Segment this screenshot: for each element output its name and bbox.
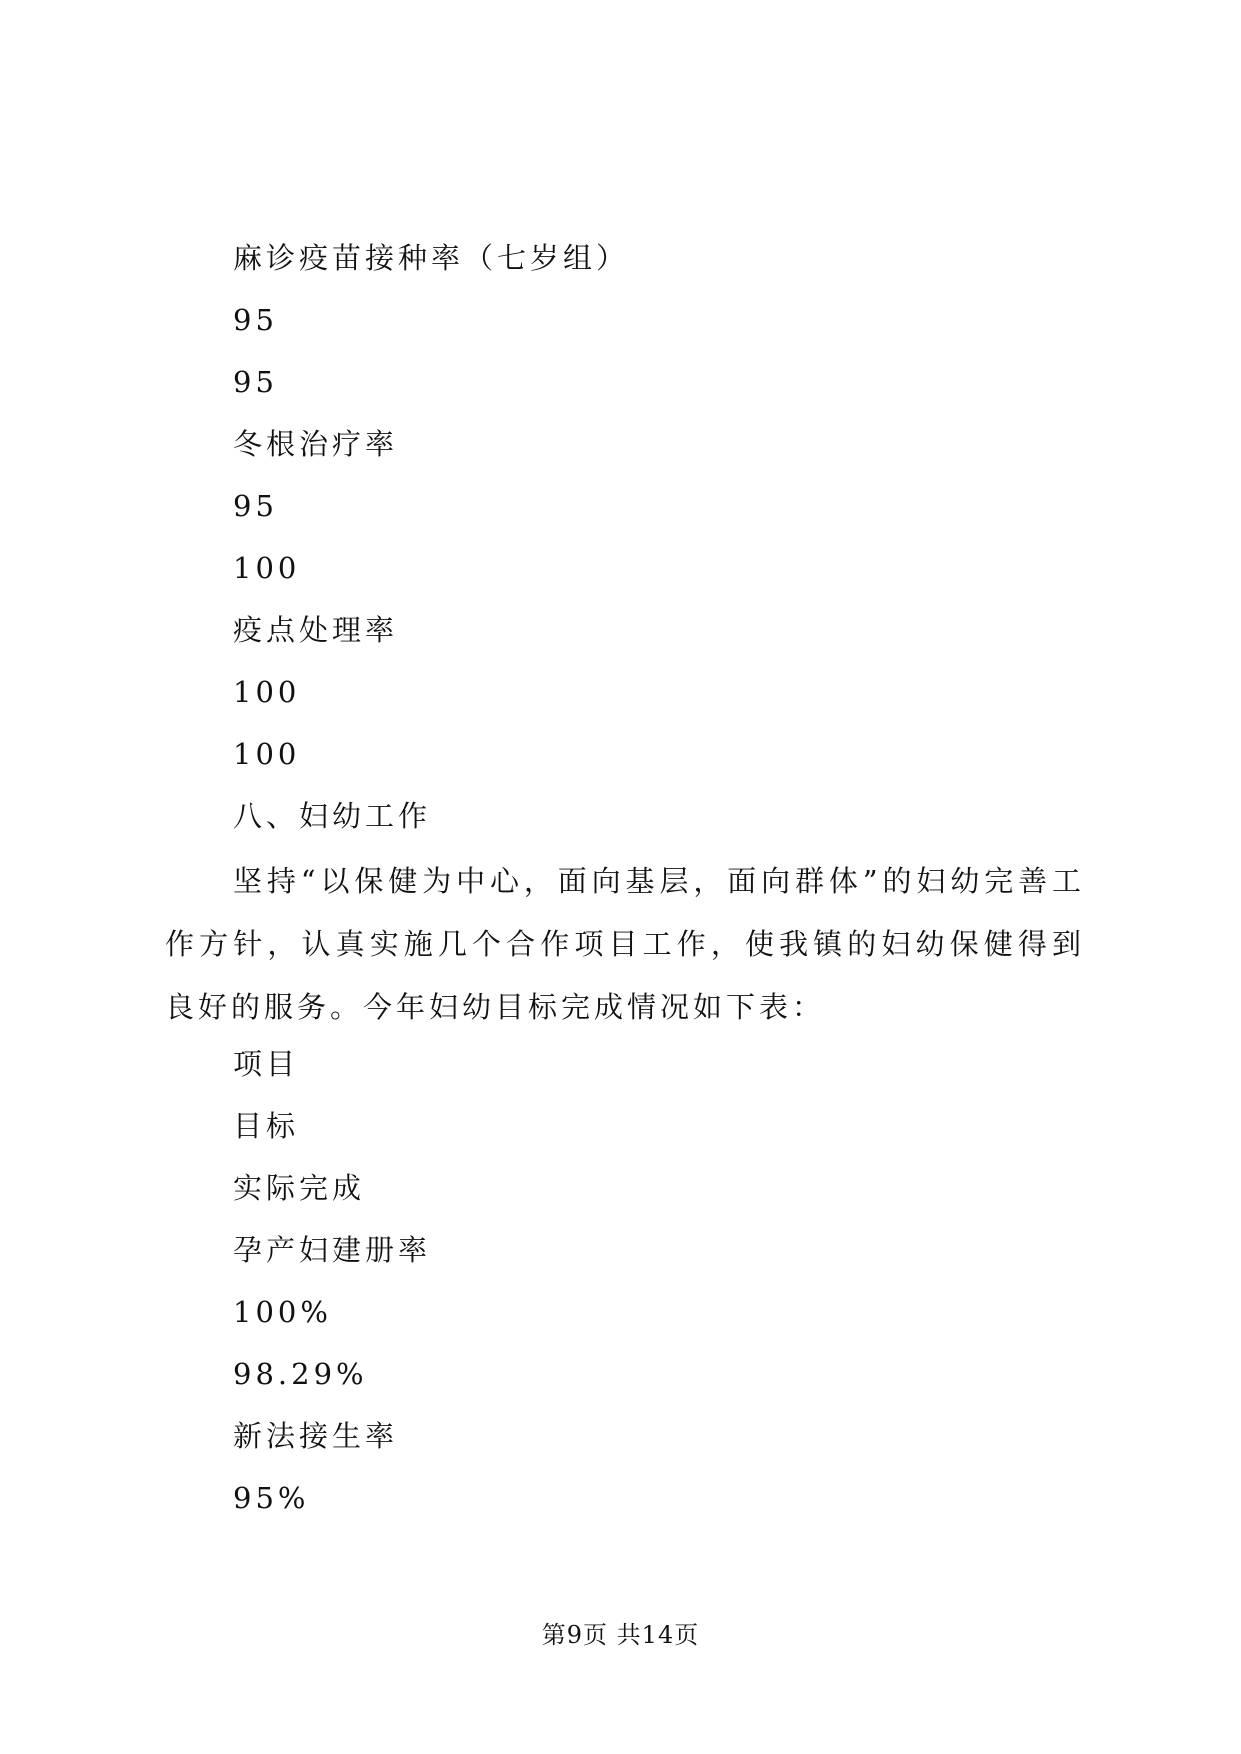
- text-line: 疫点处理率: [233, 613, 399, 647]
- section-heading: 八、妇幼工作: [233, 799, 432, 833]
- text-line: 麻诊疫苗接种率（七岁组）: [233, 241, 630, 275]
- body-paragraph: 坚持“以保健为中心，面向基层，面向群体”的妇幼完善工作方针，认真实施几个合作项目工作，使我镇的妇幼保健得到良好的服务。今年妇幼目标完成情况如下表：: [165, 864, 1085, 1024]
- text-line: 95: [233, 365, 278, 399]
- text-line: 100: [233, 551, 301, 585]
- table-cell-text: 孕产妇建册率: [233, 1233, 432, 1267]
- table-cell-text: 实际完成: [233, 1171, 366, 1205]
- table-cell-text: 项目: [233, 1047, 300, 1081]
- text-line: 95: [233, 303, 278, 337]
- table-cell-text: 新法接生率: [233, 1419, 399, 1453]
- text-line: 100: [233, 737, 301, 771]
- text-line: 95: [233, 489, 278, 523]
- page-number-footer: 第9页 共14页: [541, 1621, 700, 1649]
- table-cell-text: 98.29%: [233, 1357, 368, 1391]
- text-line: 冬根治疗率: [233, 427, 399, 461]
- table-cell-text: 目标: [233, 1109, 300, 1143]
- table-cell-text: 100%: [233, 1295, 332, 1329]
- table-cell-text: 95%: [233, 1481, 310, 1515]
- text-line: 100: [233, 675, 301, 709]
